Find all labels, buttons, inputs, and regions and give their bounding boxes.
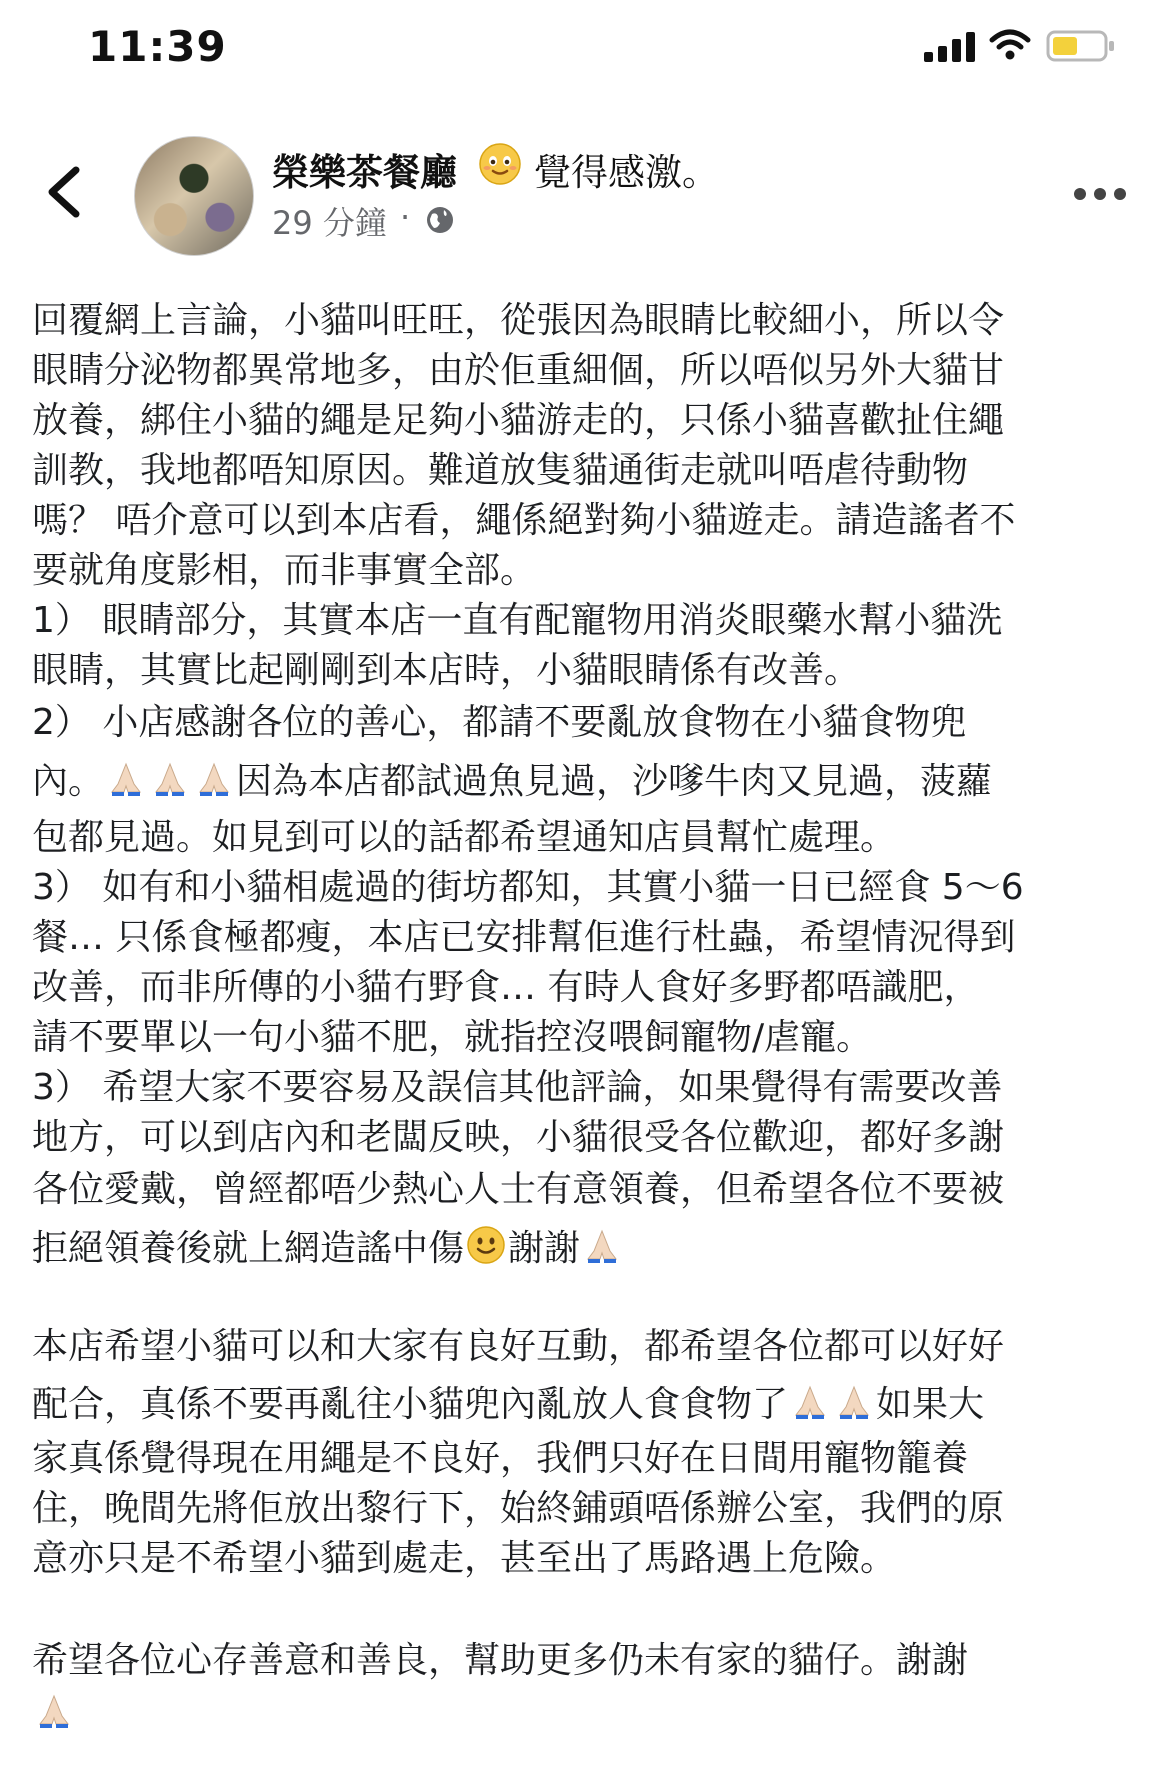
post-line: 住，晚間先將佢放出黎行下，始終鋪頭唔係辦公室，我們的原 xyxy=(32,1487,1005,1529)
post-line: 包都見過。如見到可以的話都希望通知店員幫忙處理。 xyxy=(32,816,897,858)
separator-dot: · xyxy=(400,198,411,236)
post-line xyxy=(32,747,1142,809)
post-line: 希望各位心存善意和善良，幫助更多仍未有家的貓仔。謝謝 xyxy=(32,1640,969,1681)
post-line-part: 內。 xyxy=(32,760,105,802)
post-line-part: 謝謝 xyxy=(508,1227,581,1269)
grateful-emoji-icon xyxy=(478,142,522,186)
folded-hands-emoji-icon xyxy=(34,1690,74,1730)
folded-hands-emoji-icon xyxy=(790,1381,830,1421)
post-line: 嗎？ 唔介意可以到本店看，繩係絕對夠小貓遊走。請造謠者不 xyxy=(32,499,1016,541)
status-bar xyxy=(0,0,1170,100)
wifi-icon xyxy=(988,26,1032,62)
post-line: 本店希望小貓可以和大家有良好互動，都希望各位都可以好好 xyxy=(32,1325,1005,1367)
folded-hands-emoji-icon xyxy=(582,1225,622,1265)
post-line: 意亦只是不希望小貓到處走，甚至出了馬路遇上危險。 xyxy=(32,1537,897,1579)
paragraph-gap xyxy=(32,1580,1142,1630)
status-time: 11:39 xyxy=(88,22,227,71)
smiling-face-emoji-icon xyxy=(466,1225,506,1265)
post-line: 訓教，我地都唔知原因。難道放隻貓通街走就叫唔虐待動物 xyxy=(32,449,969,491)
folded-hands-emoji-icon xyxy=(834,1381,874,1421)
post-line xyxy=(32,1214,1142,1276)
post-line: 眼睛，其實比起剛剛到本店時，小貓眼睛係有改善。 xyxy=(32,649,861,691)
more-options-icon[interactable] xyxy=(1072,182,1128,206)
post-line: 3） 希望大家不要容易及誤信其他評論，如果覺得有需要改善 xyxy=(32,1066,1003,1108)
post-line: 家真係覺得現在用繩是不良好，我們只好在日間用寵物籠養 xyxy=(32,1437,969,1479)
post-line: 眼睛分泌物都異常地多，由於佢重細個，所以唔似另外大貓甘 xyxy=(32,349,1005,391)
page-avatar[interactable] xyxy=(134,136,254,256)
globe-icon xyxy=(424,204,456,236)
page-name[interactable]: 榮樂茶餐廳 xyxy=(272,151,457,194)
post-line: 地方，可以到店內和老闆反映，小貓很受各位歡迎，都好多謝 xyxy=(32,1116,1005,1158)
post-line: 各位愛戴，曾經都唔少熱心人士有意領養，但希望各位不要被 xyxy=(32,1169,1005,1210)
feeling-text: 覺得感激。 xyxy=(534,151,719,194)
folded-hands-emoji-icon xyxy=(106,758,146,798)
post-line: 回覆網上言論，小貓叫旺旺，從張因為眼睛比較細小，所以令 xyxy=(32,299,1005,341)
post-line: 要就角度影相，而非事實全部。 xyxy=(32,549,537,591)
post-text xyxy=(32,292,1142,1735)
post-line: 放養，綁住小貓的繩是足夠小貓游走的，只係小貓喜歡扯住繩 xyxy=(32,399,1005,441)
post-line: 3） 如有和小貓相處過的街坊都知，其實小貓一日已經食 5～6 xyxy=(32,866,1024,908)
post-header xyxy=(0,120,1170,270)
post-line: 請不要單以一句小貓不肥，就指控沒喂飼寵物/虐寵。 xyxy=(32,1016,873,1058)
back-arrow-icon[interactable] xyxy=(40,162,90,222)
folded-hands-emoji-icon xyxy=(150,758,190,798)
post-timestamp[interactable]: 29 分鐘 xyxy=(272,204,387,242)
post-line: 2） 小店感謝各位的善心，都請不要亂放食物在小貓食物兜 xyxy=(32,702,967,743)
post-line xyxy=(32,1685,1142,1735)
post-line xyxy=(32,1372,1142,1430)
post-line-part: 因為本店都試過魚見過，沙嗲牛肉又見過，菠蘿 xyxy=(236,760,993,802)
battery-icon xyxy=(1046,30,1116,62)
cellular-signal-icon xyxy=(922,30,978,62)
post-line: 餐… 只係食極都瘦，本店已安排幫佢進行杜蟲，希望情況得到 xyxy=(32,916,1016,958)
post-line-part: 如果大 xyxy=(876,1383,985,1425)
folded-hands-emoji-icon xyxy=(194,758,234,798)
post-line: 1） 眼睛部分，其實本店一直有配寵物用消炎眼藥水幫小貓洗 xyxy=(32,599,1003,641)
paragraph-gap xyxy=(32,1276,1142,1314)
post-line-part: 配合，真係不要再亂往小貓兜內亂放人食食物了 xyxy=(32,1383,789,1425)
post-line-part: 拒絕領養後就上網造謠中傷 xyxy=(32,1227,465,1269)
post-line: 改善，而非所傳的小貓冇野食… 有時人食好多野都唔識肥， xyxy=(32,966,980,1008)
